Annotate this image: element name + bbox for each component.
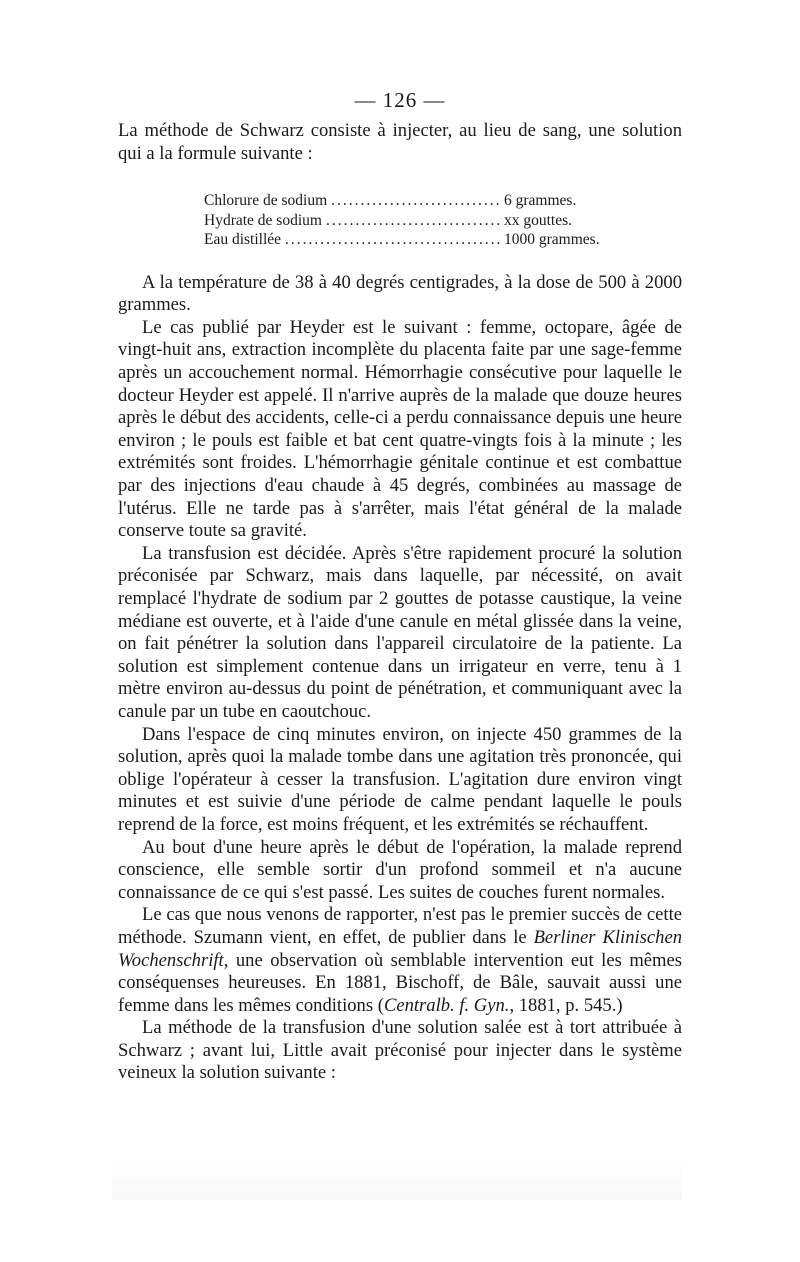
- formula-ingredient: Chlorure de sodium: [204, 192, 328, 210]
- page-body: [118, 120, 682, 1085]
- formula-row: [204, 211, 614, 231]
- paragraph-little: La méthode de la transfusion d'une solution salée est à tort attribuée à Schwarz ; avant lui, Little avait préconisé pour injecter dans le système veineux la solution suivante :: [118, 1017, 682, 1084]
- formula-ingredient: Hydrate de sodium: [204, 211, 322, 229]
- intro-paragraph: La méthode de Schwarz consiste à injecter, au lieu de sang, une solution qui a la formule suivante :: [118, 120, 682, 164]
- paragraph-recovery: Au bout d'une heure après le début de l'opération, la malade reprend conscience, elle semble sortir d'un profond sommeil et n'a aucune connaissance de ce qui s'est passé. Les suites de couches furent normales.: [118, 836, 682, 903]
- formula-row: [204, 230, 614, 250]
- formula-row: [204, 191, 614, 211]
- formula-quantity: 6 grammes.: [504, 192, 577, 210]
- paragraph-injection: Dans l'espace de cinq minutes environ, on injecte 450 grammes de la solution, après quoi la malade tombe dans une agitation très prononcée, qui oblige l'opérateur à cesser la transfusion. L'agitation dure environ vingt minutes et est suivie d'une période de calme pendant laquelle le pouls reprend de la force, est moins fréquent, et les extrémités se réchauffent.: [118, 723, 682, 835]
- dot-leader: [285, 230, 500, 250]
- formula-ingredient: Eau distillée: [204, 231, 282, 249]
- formula-quantity: 1000 grammes.: [504, 231, 600, 249]
- scan-shadow: [112, 1160, 682, 1200]
- paragraph-case-heyder: Le cas publié par Heyder est le suivant : femme, octopare, âgée de vingt-huit ans, extraction incomplète du placenta faite par une sage-femme après un accouchement normal. Hémorrhagie consécutive pour laquelle le docteur Heyder est appelé. Il n'arrive auprès de la malade que douze heures après le début des accidents, celle-ci a perdu connaissance depuis une heure environ ; le pouls est faible et bat cent quatre-vingts fois à la minute ; les extrémités sont froides. L'hémorrhagie génitale continue et est combattue par des injections d'eau chaude à 45 degrés, combinées au massage de l'utérus. Elle ne tarde pas à s'arrêter, mais l'état général de la malade conserve toute sa gravité.: [118, 316, 682, 542]
- paragraph-other-cases: [118, 904, 682, 1017]
- dot-leader: [331, 191, 500, 211]
- page-number: — 126 —: [354, 88, 446, 112]
- paragraph-dose: A la température de 38 à 40 degrés centigrades, à la dose de 500 à 2000 grammes.: [118, 271, 682, 316]
- paragraph-text: , 1881, p. 545.): [509, 994, 623, 1016]
- reference-title: Centralb. f. Gyn.: [383, 994, 510, 1016]
- paragraph-transfusion: La transfusion est décidée. Après s'être rapidement procuré la solution préconisée par Schwarz, mais dans laquelle, par nécessité, on avait remplacé l'hydrate de sodium par 2 gouttes de potasse caustique, la veine médiane est ouverte, et à l'aide d'une canule en métal glissée dans la veine, on fait pénétrer la solution dans l'appareil circulatoire de la patiente. La solution est simplement contenue dans un irrigateur en verre, tenu à 1 mètre environ au-dessus du point de pénétration, et communiquant avec la canule par un tube en caoutchouc.: [118, 542, 682, 722]
- journal-title: Berliner Klinischen Wochenschrift: [118, 926, 682, 971]
- formula-quantity: xx gouttes.: [504, 211, 573, 229]
- dot-leader: [326, 211, 500, 231]
- paragraph-text: Le cas que nous venons de rapporter, n'est pas le premier succès de cette méthode. Szumann vient, en effet, de publier dans le: [118, 904, 682, 948]
- formula-list: [204, 191, 614, 250]
- paragraph-text: , une observation où semblable intervention eut les mêmes conséquenses heureuses. En 1881, Bischoff, de Bâle, sauvait aussi une femme dans les mêmes conditions (: [118, 949, 682, 1016]
